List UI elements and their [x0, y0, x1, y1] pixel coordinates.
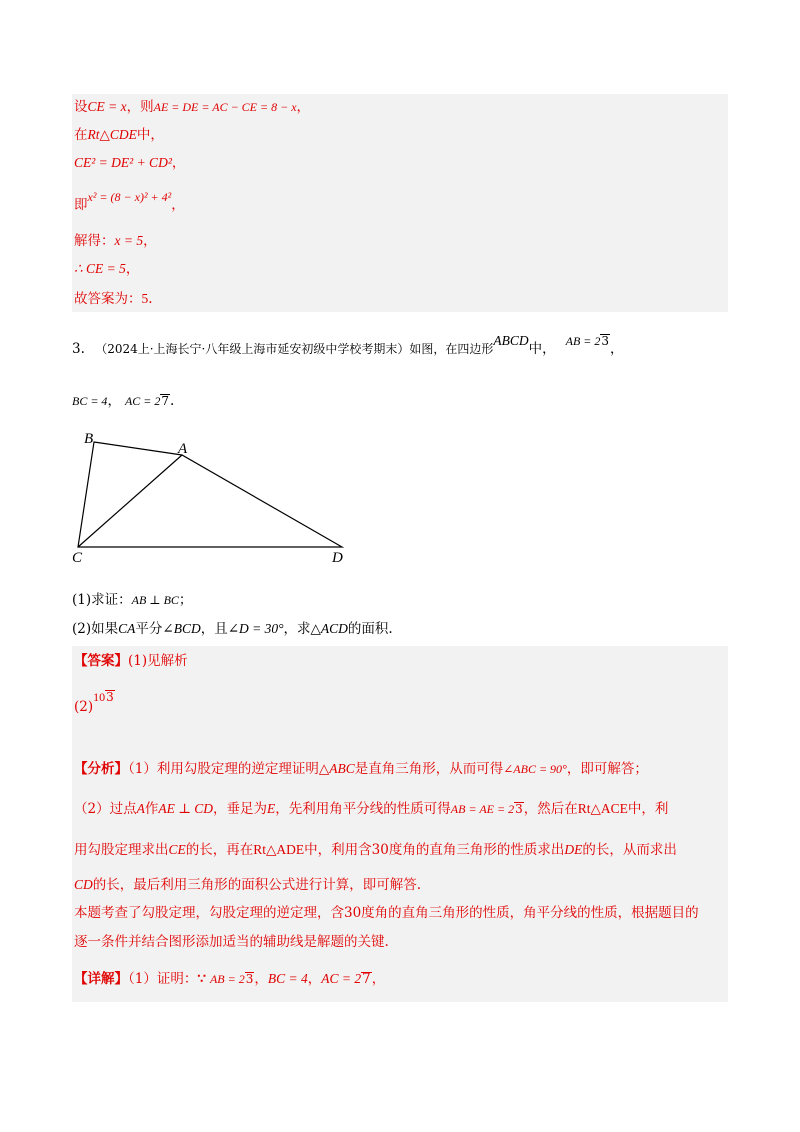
quadrilateral-figure — [60, 425, 360, 565]
text: 中，利 — [627, 801, 669, 817]
analysis-line-6 — [74, 933, 389, 951]
solution-line-1 — [74, 98, 310, 116]
math: DE — [564, 842, 583, 857]
solution-line-5 — [74, 232, 157, 250]
solution-line-2 — [74, 126, 164, 144]
text: 本题考查了勾股定理，勾股定理的逆定理，含30度角的直角三角形的性质，角平分线的性质，根据题目的 — [74, 905, 699, 921]
math: A — [136, 801, 145, 816]
analysis-label: 【分析】 — [74, 761, 128, 777]
math: 5 — [141, 291, 149, 306]
math: CE² = DE² + CD² — [74, 155, 172, 170]
problem-number: 3. — [72, 341, 85, 357]
text: ， — [610, 341, 624, 357]
math-radicand: 7 — [362, 971, 371, 987]
label-b: B — [84, 431, 94, 447]
math: AB = 2 — [565, 334, 601, 348]
math-radicand: 7 — [161, 394, 170, 408]
quadrilateral-abcd — [78, 442, 342, 547]
math: 10 — [93, 690, 106, 704]
text: 设 — [74, 99, 88, 115]
math: ∠BCD — [162, 621, 201, 636]
answer-label: 【答案】 — [74, 653, 128, 669]
math: x² = (8 − x)² + 4² — [87, 190, 172, 204]
problem-statement-line-2 — [72, 392, 174, 410]
text: ， — [171, 155, 186, 171]
solution-line-6 — [74, 260, 139, 278]
answer-line-2 — [74, 688, 115, 716]
text: 逐一条件并结合图形添加适当的辅助线是解题的关键. — [74, 934, 389, 950]
detail-line-1 — [74, 970, 385, 988]
math: BC = 4 — [267, 971, 308, 986]
solution-line-7 — [74, 290, 153, 308]
math: ∠D = 30° — [227, 621, 284, 636]
text: . — [148, 291, 153, 307]
solution-line-4 — [74, 188, 185, 214]
label-d: D — [332, 550, 343, 565]
analysis-line-2 — [74, 800, 668, 818]
text: ， — [125, 261, 140, 277]
diagonal-ca — [78, 455, 182, 547]
math: △ACD — [310, 621, 348, 636]
math: AC = 2 — [321, 971, 362, 986]
analysis-line-3 — [74, 841, 677, 859]
text: 的面积. — [347, 621, 393, 637]
math: ∴ CE = 5 — [74, 261, 126, 276]
math: E — [267, 801, 276, 816]
analysis-line-1 — [74, 760, 648, 778]
text: ； — [178, 592, 193, 608]
text: ， — [307, 971, 322, 987]
text: 中， — [136, 127, 164, 143]
text: ，垂足为 — [213, 801, 268, 817]
text: 作 — [144, 801, 159, 817]
label-c: C — [72, 550, 83, 565]
math-radicand: 3 — [515, 802, 523, 816]
math: Rt△CDE — [87, 127, 137, 142]
text: 解得： — [74, 233, 115, 249]
text: (2)如果 — [72, 621, 119, 637]
question-1 — [72, 591, 192, 609]
text: （1）证明： — [128, 971, 198, 987]
solution-line-3 — [74, 154, 185, 172]
text: 即 — [74, 197, 88, 213]
math: BC = 4 — [72, 394, 108, 408]
math: ABCD — [493, 333, 529, 348]
math: AE = DE = AC − CE = 8 − x — [153, 100, 297, 114]
math-radicand: 3 — [245, 972, 254, 986]
because-symbol: ∵ — [197, 971, 206, 987]
text: 中，利用含30度角的直角三角形的性质求出 — [304, 842, 565, 858]
text: ，且 — [200, 621, 228, 637]
text: 的长，再在 — [185, 842, 254, 858]
math: CA — [118, 621, 136, 636]
text: 在 — [74, 127, 88, 143]
math-radicand: 3 — [106, 690, 114, 704]
text: 的长，最后利用三角形的面积公式进行计算，即可解答. — [92, 877, 422, 893]
math: AB = 2 — [209, 972, 245, 986]
text: ， — [171, 197, 185, 213]
math: AB = AE = 2 — [450, 802, 515, 816]
text: ， — [143, 233, 157, 249]
text: 是直角三角形，从而可得 — [354, 761, 504, 777]
math: △ABC — [318, 761, 355, 776]
text: (1)求证： — [72, 592, 132, 608]
math: Rt△ADE — [253, 842, 305, 857]
problem-source: （2024上·上海长宁·八年级上海市延安初级中学校考期末）如图，在四边形 — [95, 342, 494, 356]
math: AE ⊥ CD — [158, 801, 214, 816]
text: ，然后在 — [523, 801, 578, 817]
math-radicand: 3 — [601, 334, 610, 348]
text: ，则 — [126, 99, 154, 115]
analysis-line-4 — [74, 876, 421, 894]
question-2 — [72, 620, 393, 638]
text: 平分 — [135, 621, 163, 637]
text: ， — [254, 971, 268, 987]
text: ，先利用角平分线的性质可得 — [275, 801, 451, 817]
detail-label: 【详解】 — [74, 971, 128, 987]
text: ， — [296, 99, 311, 115]
math: CD — [74, 877, 93, 892]
math: CE = x — [87, 99, 127, 114]
text: ， — [371, 971, 386, 987]
math: ∠ABC = 90° — [503, 762, 567, 776]
text: (2) — [74, 699, 94, 715]
text: . — [170, 393, 175, 409]
text: 故答案为： — [74, 291, 142, 307]
problem-statement-line-1 — [72, 332, 624, 358]
label-a: A — [178, 441, 188, 457]
text: 用勾股定理求出 — [74, 842, 169, 858]
text: （1）利用勾股定理的逆定理证明 — [128, 761, 319, 777]
math: CE — [168, 842, 186, 857]
text: 的长，从而求出 — [582, 842, 677, 858]
math: AB ⊥ BC — [131, 593, 179, 607]
math: AC = 2 — [124, 394, 161, 408]
text: ， — [107, 393, 121, 409]
analysis-line-5 — [74, 904, 699, 922]
text: ，求 — [283, 621, 311, 637]
text: ，即可解答； — [566, 761, 648, 777]
math: Rt△ACE — [577, 801, 628, 816]
text: (1)见解析 — [128, 653, 188, 669]
math: x = 5 — [114, 233, 144, 248]
text: 中， — [528, 341, 556, 357]
text: （2）过点 — [74, 801, 137, 817]
answer-line-1 — [74, 652, 188, 670]
